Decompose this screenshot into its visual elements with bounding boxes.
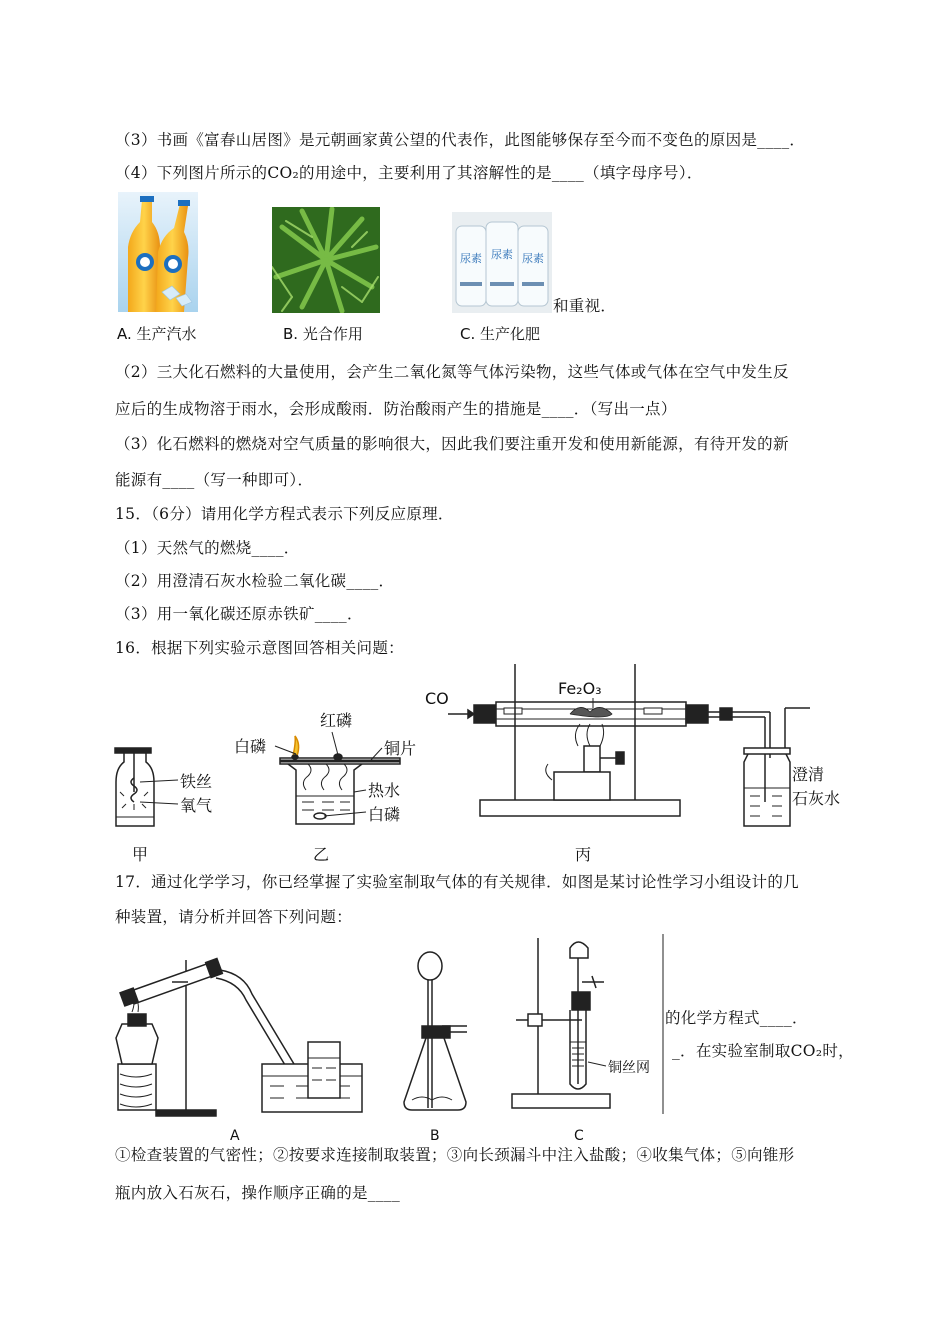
q14-part3-line1: （3）化石燃料的燃烧对空气质量的影响很大，因此我们要注重开发和使用新能源，有待开发的新: [115, 435, 789, 453]
q13-part4: （4）下列图片所示的CO₂的用途中，主要利用了其溶解性的是____（填字母序号）．: [115, 164, 703, 182]
q13-part3: （3）书画《富春山居图》是元朝画家黄公望的代表作，此图能够保存至今而不变色的原因是____．: [115, 131, 806, 149]
label-iron-wire: 铁丝: [180, 772, 213, 791]
caption-c: C. 生产化肥: [460, 325, 541, 343]
yi-apparatus: [234, 711, 416, 864]
bag-text: 尿素: [460, 252, 482, 265]
caption-b: B. 光合作用: [283, 325, 363, 343]
bing-apparatus: [425, 664, 840, 864]
q14-part2-line2: 应后的生成物溶于雨水，会形成酸雨．防治酸雨产生的措施是____．（写出一点）: [115, 400, 677, 418]
label-fe2o3: Fe₂O₃: [558, 679, 602, 698]
q17-steps-line1: ①检查装置的气密性；②按要求连接制取装置；③向长颈漏斗中注入盐酸；④收集气体；⑤向锥形: [115, 1146, 795, 1164]
q16-experiment-figure: [110, 662, 845, 867]
q17-side-text-1: 的化学方程式____．: [665, 1009, 808, 1027]
label-a: A: [230, 1128, 240, 1144]
caption-a: A. 生产汽水: [117, 325, 197, 343]
apparatus-a: [116, 958, 362, 1144]
q17-intro-line2: 种装置，请分析并回答下列问题：: [115, 908, 353, 926]
caption-jia: 甲: [132, 845, 149, 864]
q17-apparatus-figure: [112, 934, 667, 1144]
label-white-phosphorus-bottom: 白磷: [368, 805, 401, 824]
q14-part2-line1: （2）三大化石燃料的大量使用，会产生二氧化氮等气体污染物，这些气体或气体在空气中发生反: [115, 363, 789, 381]
label-limewater-2: 石灰水: [792, 789, 841, 808]
leaves-image: [272, 207, 380, 313]
q17-steps-line2: 瓶内放入石灰石，操作顺序正确的是____: [115, 1184, 401, 1202]
q15-sub2: （2）用澄清石灰水检验二氧化碳____．: [115, 572, 395, 590]
label-limewater-1: 澄清: [792, 765, 825, 784]
label-co: CO: [425, 689, 449, 708]
caption-yi: 乙: [313, 845, 330, 864]
q17-intro-line1: 17．通过化学学习，你已经掌握了实验室制取气体的有关规律．如图是某讨论性学习小组设计的几: [115, 873, 799, 891]
q15-sub3: （3）用一氧化碳还原赤铁矿____．: [115, 605, 363, 623]
bag-text: 尿素: [491, 248, 513, 261]
label-hot-water: 热水: [368, 781, 401, 800]
apparatus-c: [512, 938, 650, 1144]
apparatus-b: [404, 952, 467, 1144]
label-copper-mesh: 铜丝网: [608, 1060, 650, 1076]
q14-part3-line2: 能源有____（写一种即可）．: [115, 471, 314, 489]
label-red-phosphorus: 红磷: [320, 711, 353, 730]
fertilizer-bags-image: [452, 212, 552, 313]
q14-overlap-tail: 和重视．: [553, 297, 617, 315]
label-c: C: [574, 1128, 584, 1144]
caption-bing: 丙: [575, 845, 592, 864]
bag-text: 尿素: [522, 252, 544, 265]
label-oxygen: 氧气: [180, 796, 213, 815]
label-white-phosphorus-top: 白磷: [234, 737, 267, 756]
q16-title: 16．根据下列实验示意图回答相关问题：: [115, 639, 404, 657]
q17-side-text-2: _．在实验室制取CO₂时，: [672, 1042, 854, 1060]
q15-title: 15．（6分）请用化学方程式表示下列反应原理．: [115, 505, 454, 523]
label-b: B: [430, 1128, 440, 1144]
soda-image: [118, 192, 198, 312]
label-copper-sheet: 铜片: [384, 739, 417, 758]
jia-apparatus: [115, 748, 212, 864]
q15-sub1: （1）天然气的燃烧____．: [115, 539, 300, 557]
